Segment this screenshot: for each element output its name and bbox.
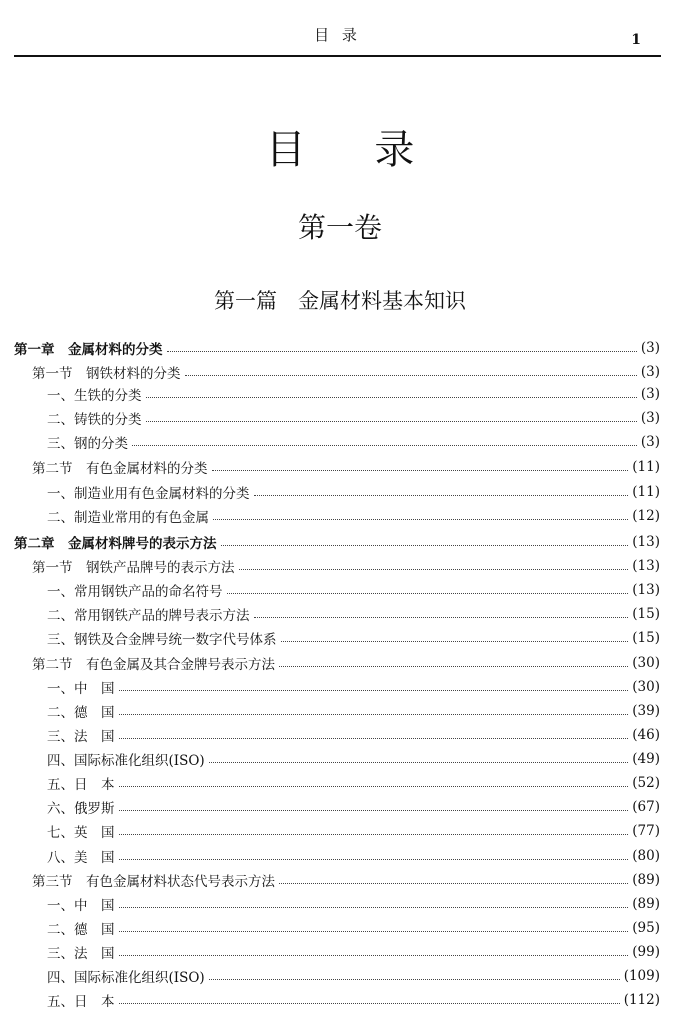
dot-leader bbox=[279, 666, 628, 667]
toc-entry-label: 第二节 有色金属及其合金牌号表示方法 bbox=[32, 657, 275, 673]
toc-entry-page: (13) bbox=[632, 558, 660, 574]
toc-entry-label: 一、中 国 bbox=[47, 681, 115, 697]
dot-leader bbox=[254, 495, 629, 496]
main-title: 目 录 bbox=[265, 127, 415, 173]
toc-entry-item bbox=[14, 383, 660, 405]
toc-entry-page: (3) bbox=[640, 434, 660, 450]
dot-leader bbox=[212, 470, 629, 471]
dot-leader bbox=[239, 569, 629, 570]
dot-leader bbox=[281, 641, 629, 642]
toc-entry-label: 四、国际标准化组织(ISO) bbox=[47, 970, 205, 986]
dot-leader bbox=[119, 738, 629, 739]
toc-entry-item bbox=[14, 431, 660, 453]
dot-leader bbox=[227, 593, 629, 594]
dot-leader bbox=[119, 810, 629, 811]
toc-entry-label: 第二章 金属材料牌号的表示方法 bbox=[14, 536, 217, 552]
toc-entry-page: (77) bbox=[632, 823, 660, 839]
part-title: 第一篇 金属材料基本知识 bbox=[214, 289, 466, 313]
page-header bbox=[14, 0, 661, 57]
dot-leader bbox=[146, 421, 637, 422]
toc-entry-item bbox=[14, 772, 660, 794]
toc-entry-page: (46) bbox=[632, 727, 660, 743]
toc-entry-item bbox=[14, 796, 660, 818]
toc-entry-label: 二、常用钢铁产品的牌号表示方法 bbox=[47, 608, 250, 624]
toc-entry-section bbox=[14, 456, 660, 478]
dot-leader bbox=[185, 375, 637, 376]
toc-entry-item bbox=[14, 989, 660, 1011]
toc-entry-page: (3) bbox=[640, 386, 660, 402]
dot-leader bbox=[254, 617, 629, 618]
toc-entry-label: 六、俄罗斯 bbox=[47, 801, 115, 817]
toc-entry-label: 三、钢的分类 bbox=[47, 436, 128, 452]
dot-leader bbox=[119, 1003, 620, 1004]
toc-entry-label: 三、法 国 bbox=[47, 729, 115, 745]
toc-entry-page: (89) bbox=[632, 872, 660, 888]
toc-entry-item bbox=[14, 845, 660, 867]
toc-entry-page: (13) bbox=[632, 534, 660, 550]
toc-entry-label: 第三节 有色金属材料状态代号表示方法 bbox=[32, 874, 275, 890]
toc-entry-item bbox=[14, 407, 660, 429]
toc-entry-item bbox=[14, 627, 660, 649]
toc-entry-chapter bbox=[14, 531, 660, 553]
dot-leader bbox=[209, 979, 620, 980]
toc-entry-label: 八、美 国 bbox=[47, 850, 115, 866]
toc-entry-page: (15) bbox=[632, 606, 660, 622]
toc-entry-page: (49) bbox=[632, 751, 660, 767]
toc-entry-page: (112) bbox=[623, 992, 660, 1008]
dot-leader bbox=[119, 714, 629, 715]
toc-entry-label: 第一节 钢铁材料的分类 bbox=[32, 366, 181, 382]
volume-title: 第一卷 bbox=[297, 211, 382, 244]
dot-leader bbox=[279, 883, 628, 884]
toc-entry-item bbox=[14, 724, 660, 746]
toc-entry-page: (109) bbox=[623, 968, 660, 984]
toc-entry-label: 四、国际标准化组织(ISO) bbox=[47, 753, 205, 769]
toc-entry-page: (3) bbox=[640, 364, 660, 380]
dot-leader bbox=[209, 762, 629, 763]
dot-leader bbox=[132, 445, 637, 446]
toc-entry-page: (52) bbox=[632, 775, 660, 791]
dot-leader bbox=[119, 955, 629, 956]
toc-entry-page: (67) bbox=[632, 799, 660, 815]
toc-entry-item bbox=[14, 603, 660, 625]
toc-entry-label: 二、德 国 bbox=[47, 922, 115, 938]
toc-entry-item bbox=[14, 676, 660, 698]
toc-entry-label: 三、法 国 bbox=[47, 946, 115, 962]
dot-leader bbox=[119, 931, 629, 932]
toc-entry-label: 三、钢铁及合金牌号统一数字代号体系 bbox=[47, 632, 277, 648]
toc-entry-section bbox=[14, 869, 660, 891]
toc-entry-item bbox=[14, 481, 660, 503]
toc-entry-page: (99) bbox=[632, 944, 660, 960]
dot-leader bbox=[119, 907, 629, 908]
toc-entry-label: 第一节 钢铁产品牌号的表示方法 bbox=[32, 560, 235, 576]
toc-entry-label: 一、常用钢铁产品的命名符号 bbox=[47, 584, 223, 600]
toc-entry-chapter bbox=[14, 337, 660, 359]
toc-entry-label: 二、德 国 bbox=[47, 705, 115, 721]
dot-leader bbox=[213, 519, 628, 520]
toc-entry-page: (15) bbox=[632, 630, 660, 646]
toc-entry-section bbox=[14, 652, 660, 674]
toc-entry-page: (11) bbox=[632, 484, 660, 500]
toc-entry-page: (3) bbox=[640, 410, 660, 426]
toc-entry-item bbox=[14, 917, 660, 939]
toc-entry-page: (30) bbox=[632, 679, 660, 695]
toc-entry-label: 五、日 本 bbox=[47, 994, 115, 1010]
dot-leader bbox=[119, 834, 629, 835]
toc-entry-page: (89) bbox=[632, 896, 660, 912]
toc-entry-item bbox=[14, 965, 660, 987]
toc-entry-item bbox=[14, 700, 660, 722]
running-header-title: 目 录 bbox=[314, 26, 361, 44]
dot-leader bbox=[119, 859, 629, 860]
toc-entry-item bbox=[14, 820, 660, 842]
toc-entry-label: 二、铸铁的分类 bbox=[47, 412, 142, 428]
toc-entry-page: (80) bbox=[632, 848, 660, 864]
toc-entry-item bbox=[14, 748, 660, 770]
toc-entry-page: (11) bbox=[632, 459, 660, 475]
toc-entry-item bbox=[14, 579, 660, 601]
dot-leader bbox=[146, 397, 637, 398]
toc-entry-label: 五、日 本 bbox=[47, 777, 115, 793]
page-number: 1 bbox=[631, 32, 641, 48]
dot-leader bbox=[167, 351, 637, 352]
toc-entry-label: 第二节 有色金属材料的分类 bbox=[32, 461, 208, 477]
toc-entry-page: (3) bbox=[640, 340, 660, 356]
toc-entry-section bbox=[14, 555, 660, 577]
toc-entry-label: 一、中 国 bbox=[47, 898, 115, 914]
toc-entry-item bbox=[14, 505, 660, 527]
toc-entry-page: (39) bbox=[632, 703, 660, 719]
toc-entry-item bbox=[14, 893, 660, 915]
toc-entry-page: (95) bbox=[632, 920, 660, 936]
toc-entry-label: 第一章 金属材料的分类 bbox=[14, 342, 163, 358]
dot-leader bbox=[221, 545, 629, 546]
toc-entry-page: (30) bbox=[632, 655, 660, 671]
toc-entry-item bbox=[14, 941, 660, 963]
toc-entry-page: (13) bbox=[632, 582, 660, 598]
toc-entry-label: 一、制造业用有色金属材料的分类 bbox=[47, 486, 250, 502]
toc-entry-section bbox=[14, 361, 660, 383]
dot-leader bbox=[119, 690, 629, 691]
toc-entry-label: 二、制造业常用的有色金属 bbox=[47, 510, 209, 526]
toc-entry-page: (12) bbox=[632, 508, 660, 524]
toc-entry-label: 七、英 国 bbox=[47, 825, 115, 841]
toc-entry-label: 一、生铁的分类 bbox=[47, 388, 142, 404]
dot-leader bbox=[119, 786, 629, 787]
